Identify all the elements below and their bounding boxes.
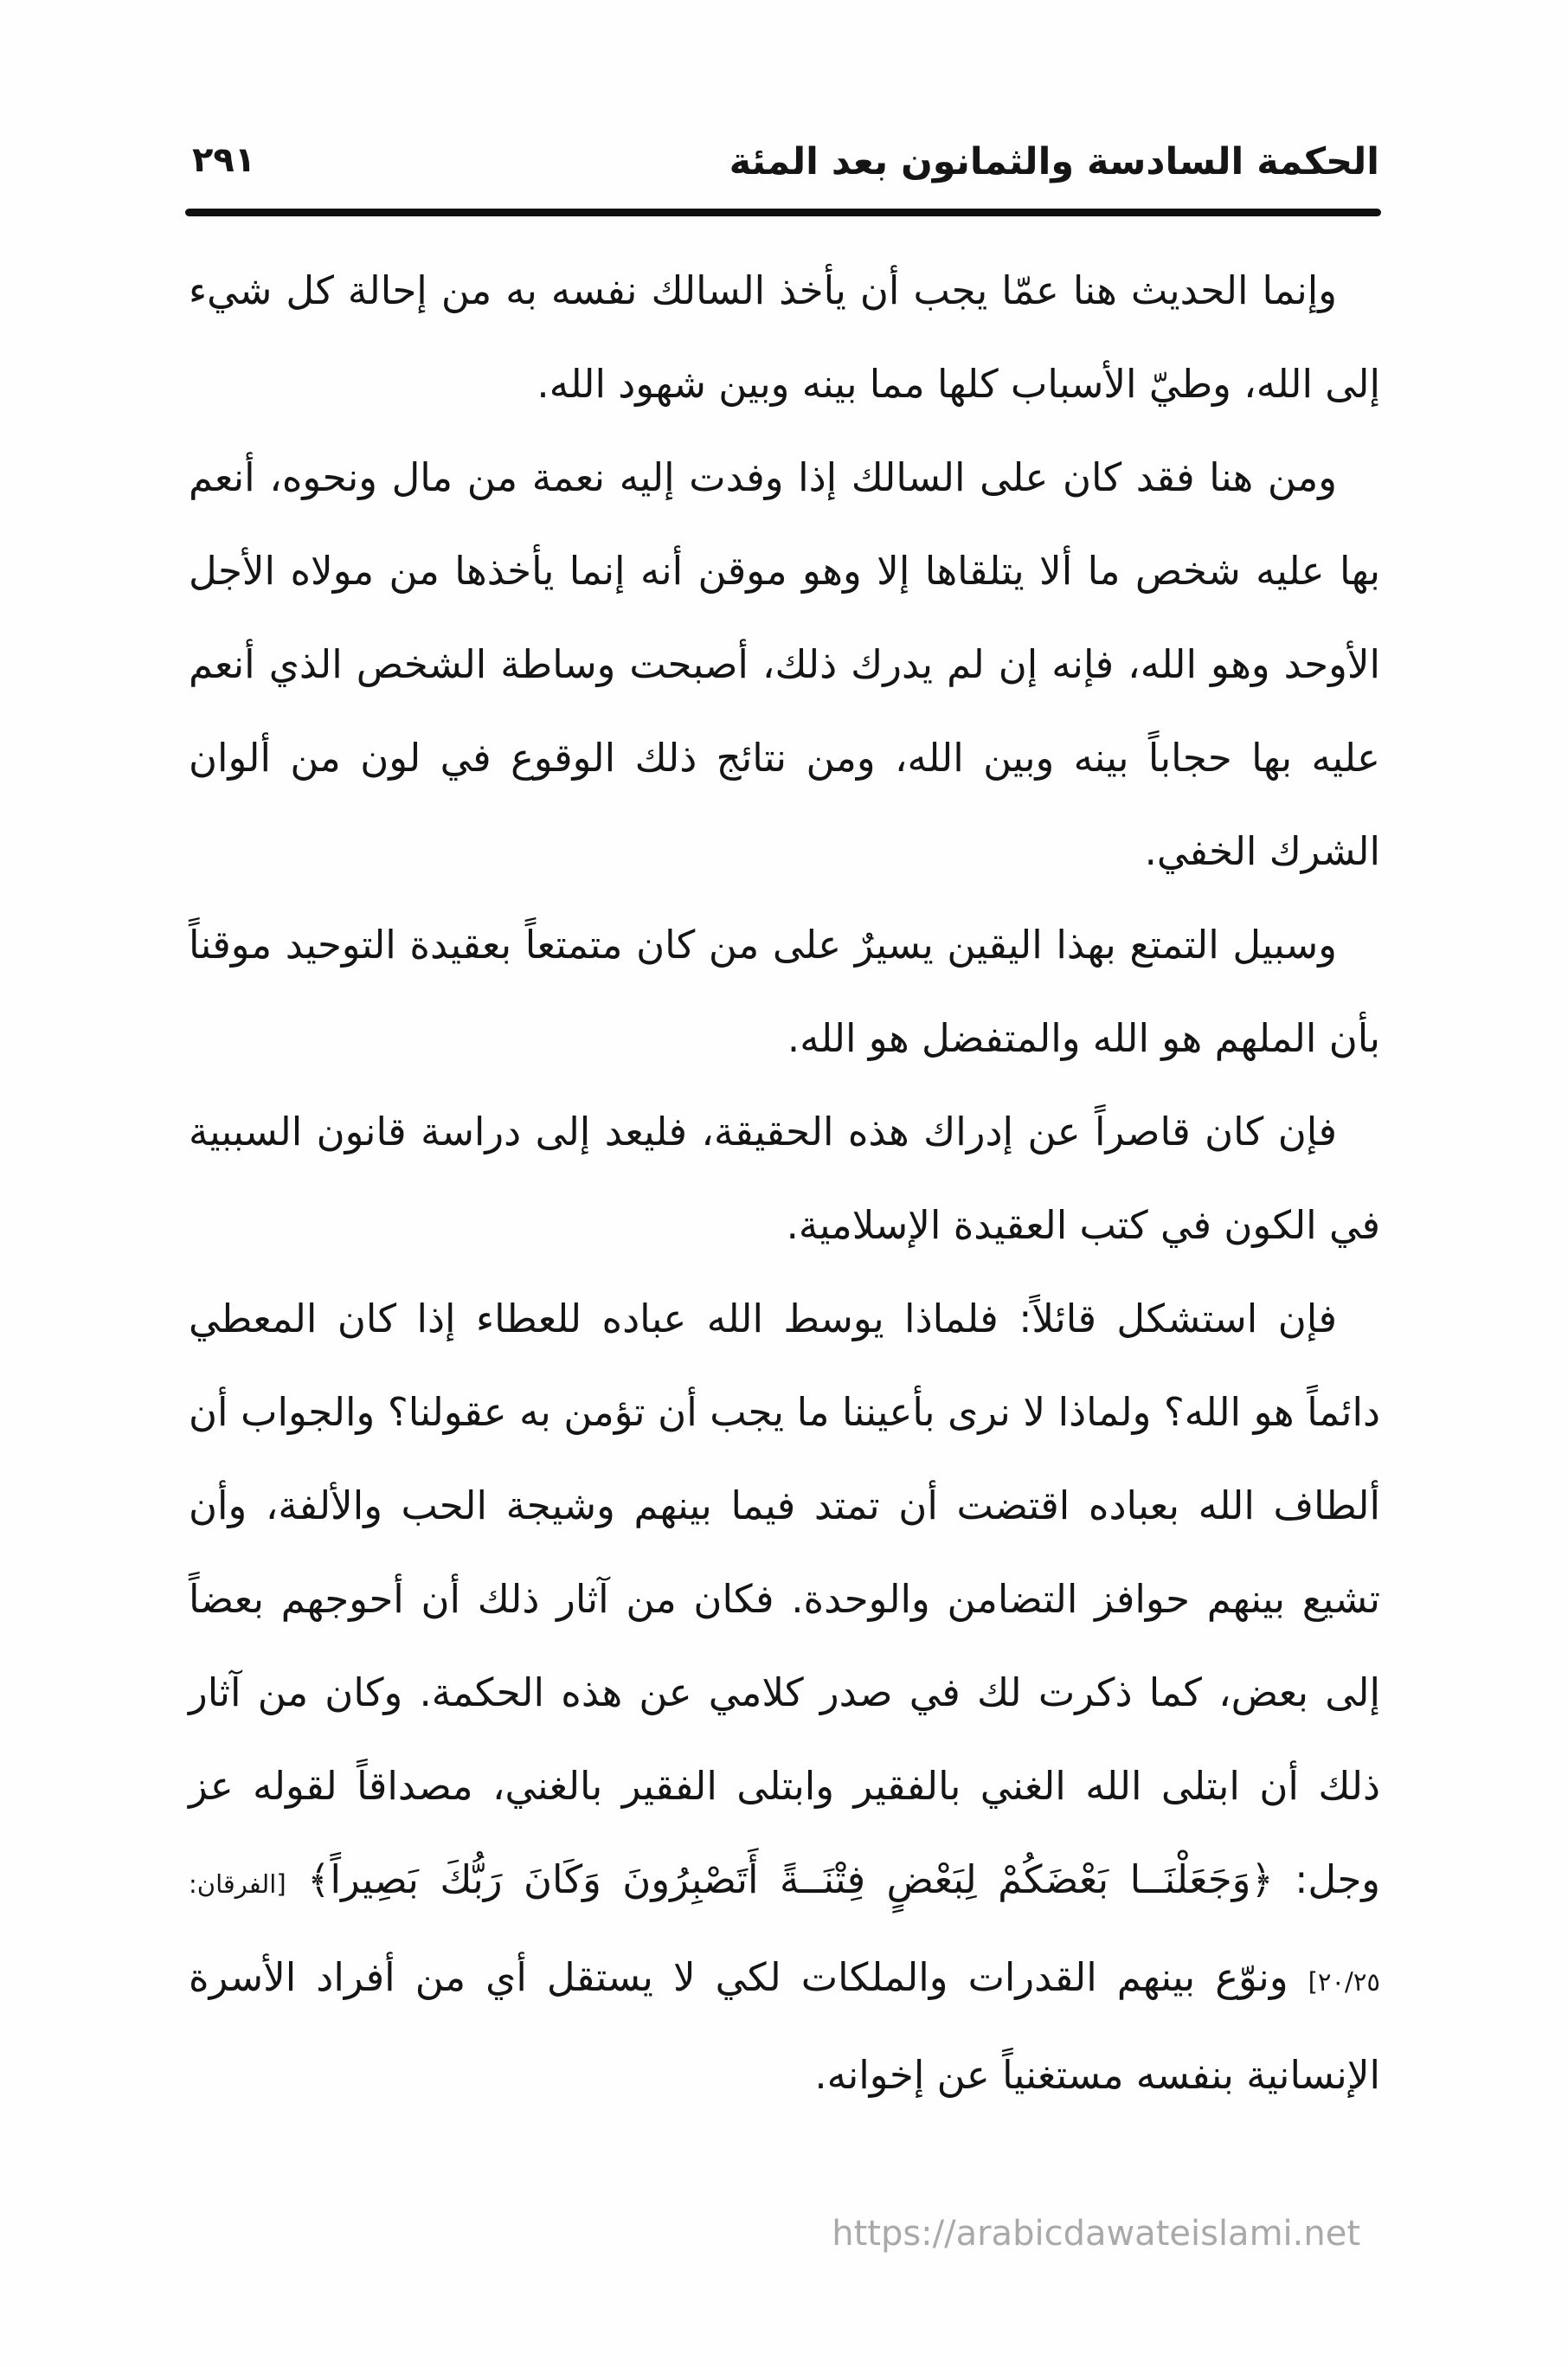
- page-number: ٢٩١: [192, 140, 256, 180]
- quran-verse: ﴿وَجَعَلْنَــا بَعْضَكُمْ لِبَعْضٍ فِتْنَــةً أَتَصْبِرُونَ وَكَانَ رَبُّكَ بَصِيراً﴾: [307, 1856, 1274, 1902]
- watermark-url: https://arabicdawateislami.net: [832, 2214, 1360, 2254]
- header-divider: [185, 209, 1381, 216]
- verse-reference: [الفرقان: ٢٠/٢٥]: [189, 1869, 1380, 1997]
- chapter-title: الحكمة السادسة والثمانون بعد المئة: [729, 140, 1379, 183]
- paragraph-3: وسبيل التمتع بهذا اليقين يسيرٌ على من كان متمتعاً بعقيدة التوحيد موقناً بأن الملهم هو الله والمتفضل هو الله.: [189, 922, 1380, 1061]
- paragraph-1: وإنما الحديث هنا عمّا يجب أن يأخذ السالك نفسه به من إحالة كل شيء إلى الله، وطيّ الأسباب كلها مما بينه وبين شهود الله.: [189, 267, 1380, 407]
- paragraph-5-text: فإن استشكل قائلاً: فلماذا يوسط الله عباده للعطاء إذا كان المعطي دائماً هو الله؟ ولماذا لا نرى بأعيننا ما يجب أن تؤمن به عقولنا؟ والجواب أن ألطاف الله بعباده اقتضت أن تمتد فيما بينهم وشيجة الحب والألفة، وأن تشيع بينهم حوافز التضامن والوحدة. فكان من آثار ذلك أن أحوجهم بعضاً إلى بعض، كما ذكرت لك في صدر كلامي عن هذه الحكمة. وكان من آثار ذلك أن ابتلى الله الغني بالفقير وابتلى الفقير بالغني، مصداقاً لقوله عز وجل:: [189, 1296, 1381, 1902]
- paragraph-2: ومن هنا فقد كان على السالك إذا وفدت إليه نعمة من مال ونحوه، أنعم بها عليه شخص ما ألا يتلقاها إلا وهو موقن أنه إنما يأخذها من مولاه الأجل الأوحد وهو الله، فإنه إن لم يدرك ذلك، أصبحت وساطة الشخص الذي أنعم عليه بها حجاباً بينه وبين الله، ومن نتائج ذلك الوقوع في لون من ألوان الشرك الخفي.: [189, 454, 1380, 874]
- paragraph-5-text-continued: ونوّع بينهم القدرات والملكات لكي لا يستقل أي من أفراد الأسرة الإنسانية بنفسه مستغنياً عن إخوانه.: [189, 1954, 1380, 2098]
- body-text: [189, 244, 1380, 2122]
- paragraph-4: فإن كان قاصراً عن إدراك هذه الحقيقة، فليعد إلى دراسة قانون السببية في الكون في كتب العقيدة الإسلامية.: [189, 1109, 1380, 1248]
- paragraph-5: [189, 1272, 1380, 2122]
- page-header: [192, 140, 1379, 183]
